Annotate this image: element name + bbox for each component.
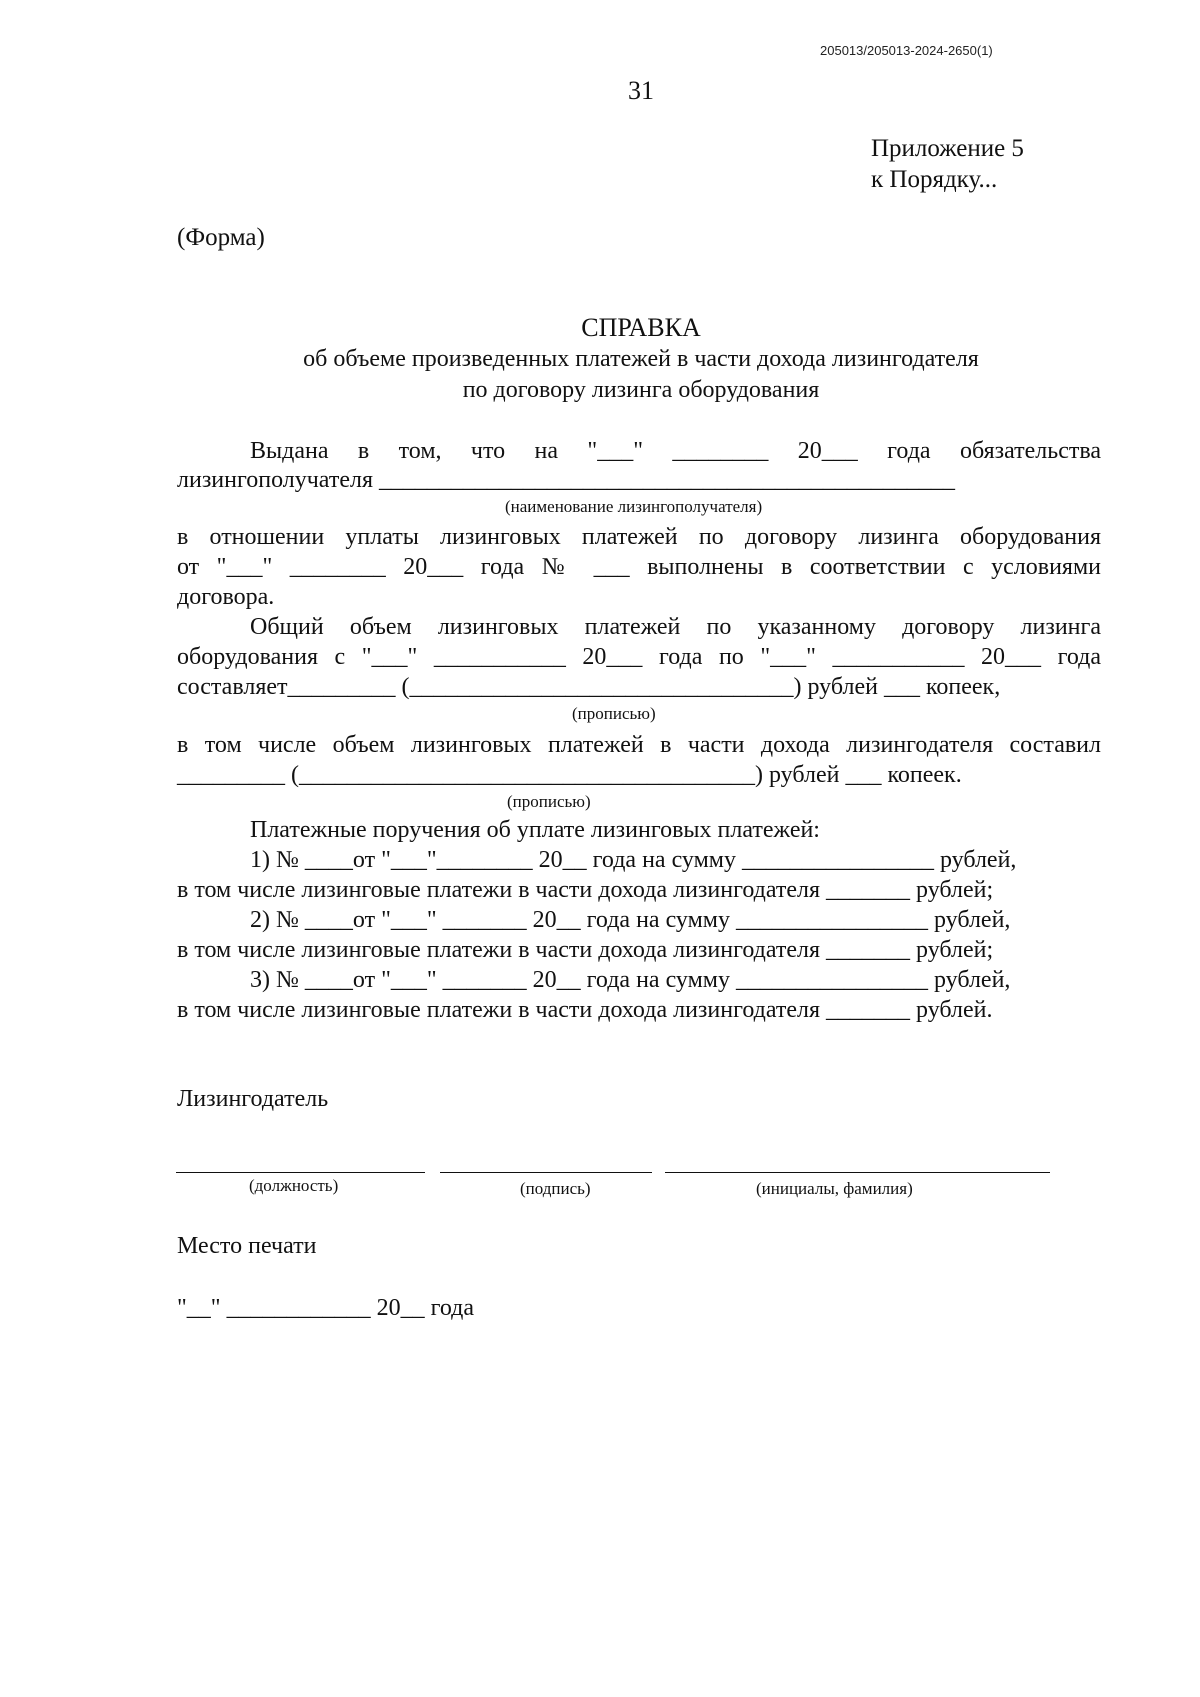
payment-order-1-income: в том числе лизинговые платежи в части дохода лизингодателя _______ рублей; [177, 877, 994, 903]
body-line-5: договора. [177, 584, 275, 610]
body-line-9: в том числе объем лизинговых платежей в части дохода лизингодателя составил [177, 732, 1101, 758]
caption-name: (инициалы, фамилия) [756, 1179, 913, 1198]
caption-lessee-name: (наименование лизингополучателя) [505, 497, 763, 516]
payment-order-1: 1) № ____от "___"________ 20__ года на сумму ________________ рублей, [250, 847, 1017, 873]
payment-order-2: 2) № ____от "___" _______ 20__ года на сумму ________________ рублей, [250, 907, 1011, 933]
signature-line [440, 1172, 652, 1173]
body-line-4: от "___" ________ 20___ года № ___ выполнены в соответствии с условиями [177, 554, 1101, 580]
document-title: СПРАВКА [581, 313, 701, 342]
body-line-6: Общий объем лизинговых платежей по указанному договору лизинга [250, 614, 1101, 640]
body-line-2: лизингополучателя ________________________________________________ [177, 467, 955, 493]
appendix-reference: к Порядку... [871, 166, 998, 193]
signature-date: "__" ____________ 20__ года [177, 1295, 475, 1321]
document-code: 205013/205013-2024-2650(1) [820, 43, 993, 58]
body-line-11: Платежные поручения об уплате лизинговых платежей: [250, 817, 820, 843]
caption-position: (должность) [249, 1176, 339, 1195]
lessor-label: Лизингодатель [177, 1086, 329, 1112]
payment-order-3-income: в том числе лизинговые платежи в части дохода лизингодателя _______ рублей. [177, 997, 993, 1023]
document-subtitle-2: по договору лизинга оборудования [462, 377, 820, 403]
caption-in-words-1: (прописью) [572, 704, 656, 723]
name-line [665, 1172, 1050, 1173]
position-line [176, 1172, 425, 1173]
body-line-10: _________ (______________________________________) рублей ___ копеек. [177, 762, 962, 788]
stamp-place-label: Место печати [177, 1233, 317, 1259]
body-line-3: в отношении уплаты лизинговых платежей по договору лизинга оборудования [177, 524, 1101, 550]
body-line-8: составляет_________ (________________________________) рублей ___ копеек, [177, 674, 1001, 700]
caption-signature: (подпись) [520, 1179, 591, 1198]
page-number: 31 [628, 76, 654, 105]
appendix-label: Приложение 5 [871, 135, 1024, 162]
caption-in-words-2: (прописью) [507, 792, 591, 811]
payment-order-3: 3) № ____от "___" _______ 20__ года на сумму ________________ рублей, [250, 967, 1011, 993]
payment-order-2-income: в том числе лизинговые платежи в части дохода лизингодателя _______ рублей; [177, 937, 994, 963]
form-label: (Форма) [177, 224, 265, 251]
body-line-7: оборудования с "___" ___________ 20___ года по "___" ___________ 20___ года [177, 644, 1101, 670]
body-line-1: Выдана в том, что на "___" ________ 20___ года обязательства [250, 438, 1101, 464]
document-subtitle-1: об объеме произведенных платежей в части дохода лизингодателя [303, 346, 979, 372]
